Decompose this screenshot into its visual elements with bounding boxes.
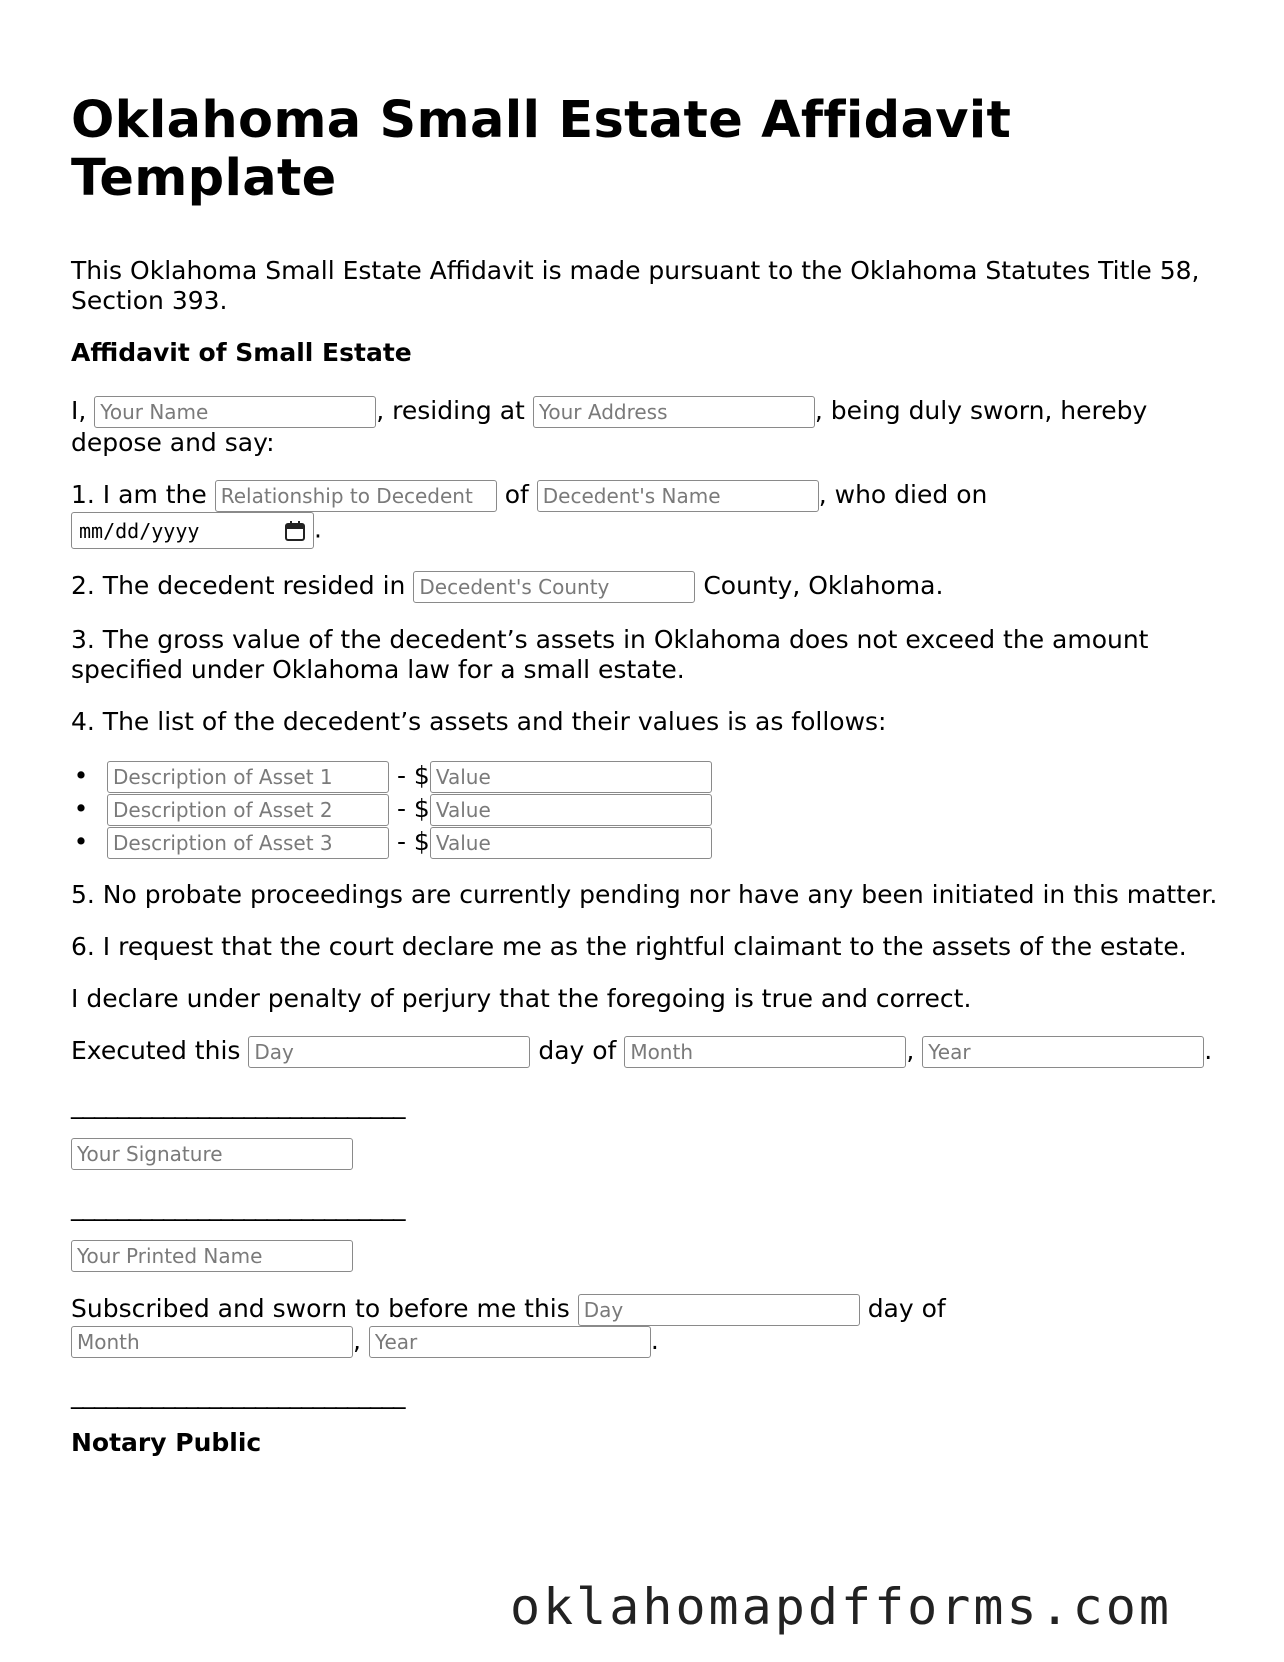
item-5: 5. No probate proceedings are currently pending nor have any been initiated in this matter. — [71, 880, 1218, 909]
calendar-icon[interactable] — [284, 520, 306, 542]
watermark: oklahomapdfforms.com — [509, 1578, 1172, 1636]
date-format-text: mm/dd/yyyy — [79, 518, 200, 543]
asset-item — [73, 759, 1221, 792]
affiant-statement — [71, 396, 1221, 458]
item-1-of: of — [504, 480, 529, 509]
subscribed-month-input[interactable] — [71, 1326, 353, 1358]
executed-prefix: Executed this — [71, 1036, 241, 1065]
page-title: Oklahoma Small Estate Affidavit Template — [71, 91, 1012, 208]
asset-2-description-input[interactable] — [107, 794, 389, 826]
printed-name-input[interactable] — [71, 1240, 353, 1272]
subscribed-comma: , — [353, 1326, 361, 1355]
notary-label: Notary Public — [71, 1428, 262, 1457]
county-input[interactable] — [413, 571, 695, 603]
item-3: 3. The gross value of the decedent’s assets in Oklahoma does not exceed the amount specified under Oklahoma law for a small estate. — [71, 625, 1149, 684]
asset-1-value-input[interactable] — [430, 761, 712, 793]
printed-name-line: _____________________________ — [71, 1192, 405, 1221]
subscribed-prefix: Subscribed and sworn to before me this — [71, 1294, 570, 1323]
item-2 — [71, 571, 1221, 603]
executed-year-input[interactable] — [922, 1036, 1204, 1068]
subscribed-period: . — [650, 1326, 659, 1355]
item-2-suffix: County, Oklahoma. — [703, 571, 944, 600]
asset-separator: - $ — [396, 761, 430, 790]
executed-day-input[interactable] — [248, 1036, 530, 1068]
asset-3-description-input[interactable] — [107, 827, 389, 859]
item-1-died-on: , who died on — [818, 480, 988, 509]
relationship-input[interactable] — [215, 480, 497, 512]
bullet-icon: • — [73, 761, 89, 790]
section-heading: Affidavit of Small Estate — [71, 338, 412, 367]
intro-text: This Oklahoma Small Estate Affidavit is made pursuant to the Oklahoma Statutes Title 58, Section 393. — [71, 256, 1200, 315]
asset-item — [73, 825, 1221, 858]
item-2-prefix: 2. The decedent resided in — [71, 571, 406, 600]
subscribed-year-input[interactable] — [369, 1326, 651, 1358]
asset-separator: - $ — [396, 794, 430, 823]
executed-period: . — [1204, 1036, 1213, 1065]
sworn-text: , being duly sworn, hereby depose and say: — [71, 396, 1148, 457]
executed-comma: , — [906, 1036, 915, 1065]
asset-1-description-input[interactable] — [107, 761, 389, 793]
item-4: 4. The list of the decedent’s assets and their values is as follows: — [71, 707, 887, 736]
subscribed-day-of: day of — [867, 1294, 946, 1323]
signature-input[interactable] — [71, 1138, 353, 1170]
asset-separator: - $ — [396, 827, 430, 856]
signature-line: _____________________________ — [71, 1090, 405, 1119]
signature-row — [71, 1138, 1221, 1170]
item-1-period: . — [314, 514, 322, 544]
residing-text: , residing at — [376, 396, 525, 425]
executed-day-of: day of — [538, 1036, 617, 1065]
printed-name-row — [71, 1240, 1221, 1272]
asset-item — [73, 792, 1221, 825]
asset-3-value-input[interactable] — [430, 827, 712, 859]
asset-list — [71, 759, 1221, 858]
executed-line — [71, 1036, 1221, 1068]
subscribed-line — [71, 1294, 1221, 1358]
your-name-input[interactable] — [94, 396, 376, 428]
item-1 — [71, 480, 1221, 549]
bullet-icon: • — [73, 794, 89, 823]
executed-month-input[interactable] — [624, 1036, 906, 1068]
date-of-death-input[interactable] — [71, 512, 314, 549]
affiant-prefix: I, — [71, 396, 87, 425]
subscribed-day-input[interactable] — [578, 1294, 860, 1326]
item-6: 6. I request that the court declare me as the rightful claimant to the assets of the estate. — [71, 932, 1187, 961]
asset-2-value-input[interactable] — [430, 794, 712, 826]
decedent-name-input[interactable] — [537, 480, 819, 512]
declaration: I declare under penalty of perjury that the foregoing is true and correct. — [71, 984, 972, 1013]
bullet-icon: • — [73, 827, 89, 856]
your-address-input[interactable] — [533, 396, 815, 428]
item-1-prefix: 1. I am the — [71, 480, 207, 509]
document-body — [71, 92, 1221, 1486]
notary-signature-line: _____________________________ — [71, 1380, 405, 1409]
